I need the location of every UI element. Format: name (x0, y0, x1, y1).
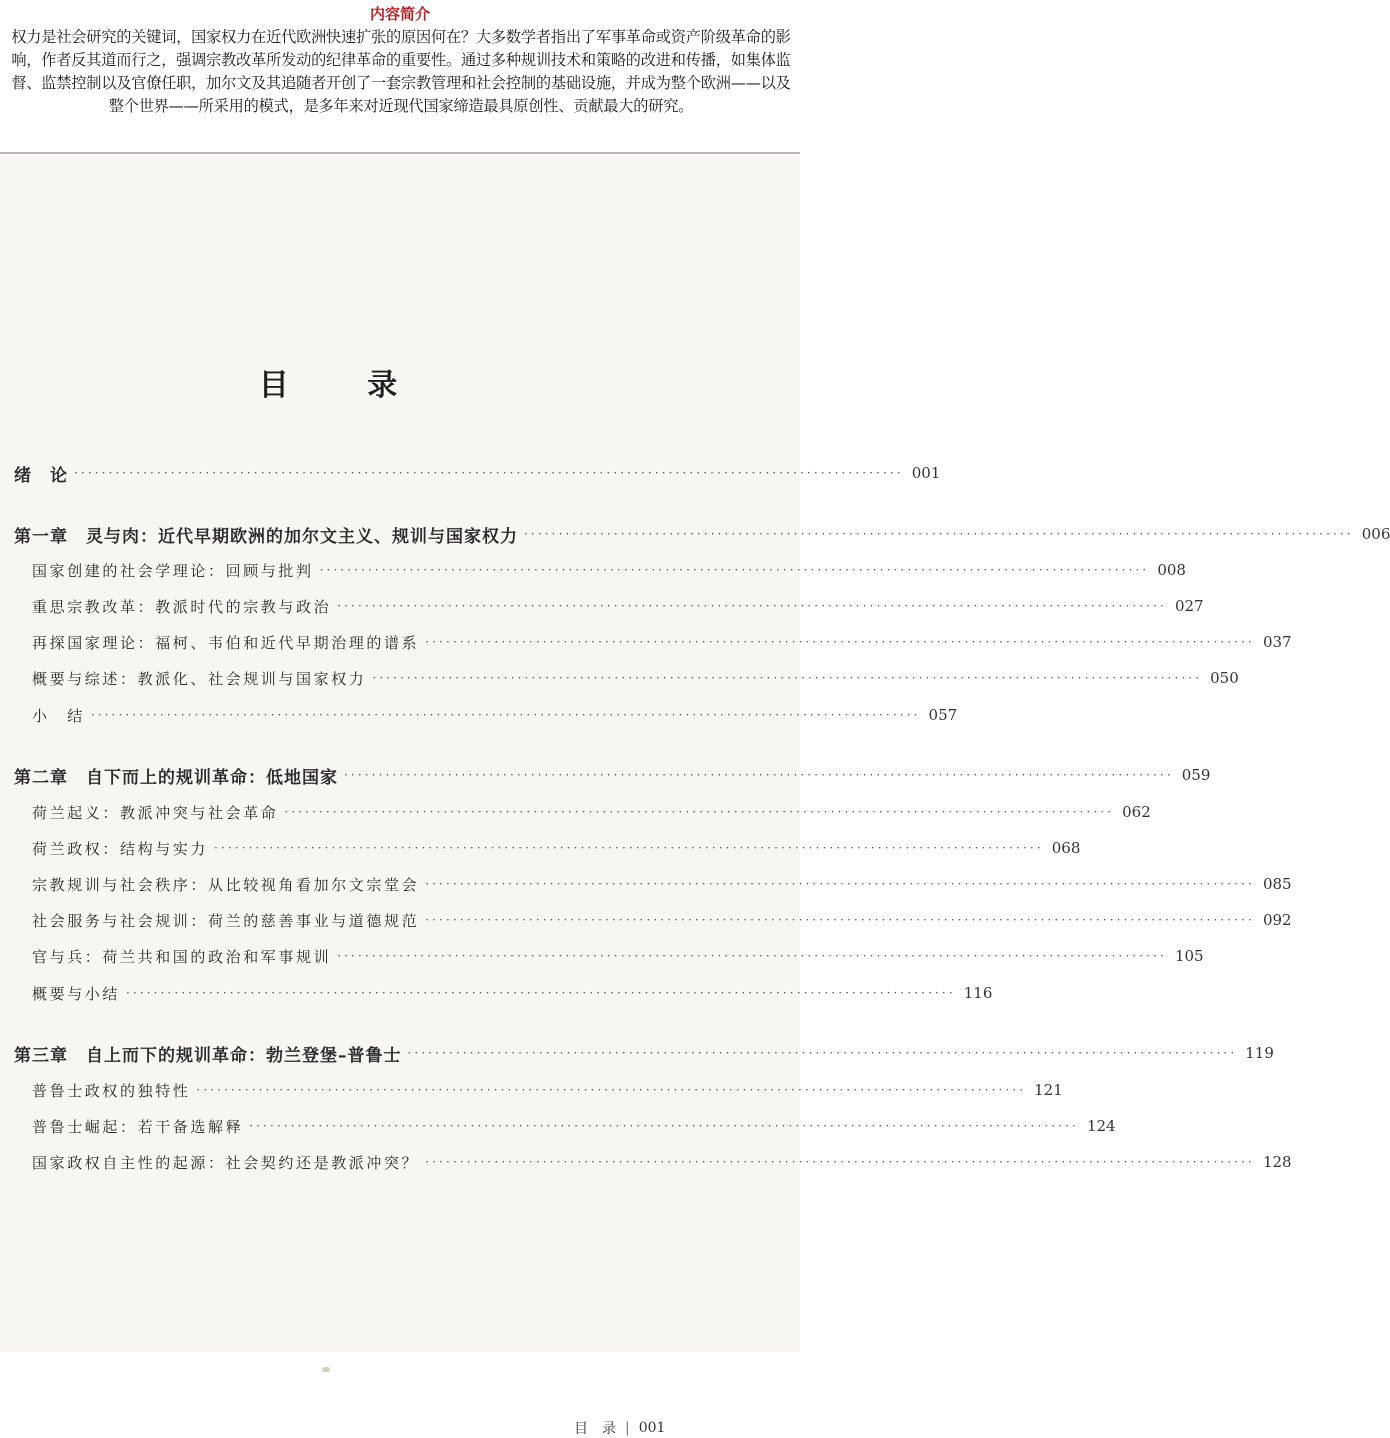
toc-section-entry (32, 870, 1292, 898)
intro-text: 权力是社会研究的关键词，国家权力在近代欧洲快速扩张的原因何在？大多数学者指出了军事革命或资产阶级革命的影响，作者反其道而行之，强调宗教改革所发动的纪律革命的重要性。通过多种规训技术和策略的改进和传播，如集体监督、监禁控制以及官僚任职，加尔文及其追随者开创了一套宗教管理和社会控制的基础设施，并成为整个欧洲——以及整个世界——所采用的模式，是多年来对近现代国家缔造最具原创性、贡献最大的研究。 (11, 28, 791, 115)
toc-entry-label: 小 结 (32, 706, 85, 725)
toc-entry-page: 119 (1245, 1044, 1274, 1062)
toc-leader-dots: ························································································································ (407, 1046, 1238, 1060)
toc-entry-label: 国家政权自主性的起源：社会契约还是教派冲突？ (32, 1153, 420, 1172)
toc-entry-page: 057 (928, 706, 958, 724)
toc-section-entry (32, 834, 1081, 862)
toc-entry-label: 重思宗教改革：教派时代的宗教与政治 (32, 597, 332, 616)
toc-chapter-entry (14, 520, 1390, 548)
toc-leader-dots: ························································································································ (90, 708, 921, 722)
toc-leader-dots: ························································································································ (249, 1119, 1079, 1133)
toc-entry-page: 085 (1262, 875, 1292, 893)
toc-entry-label: 第三章 自上而下的规训革命：勃兰登堡–普鲁士 (14, 1045, 402, 1066)
toc-entry-label: 概要与综述：教派化、社会规训与国家权力 (32, 669, 367, 688)
toc-entry-page: 092 (1262, 911, 1292, 929)
page-blemish (322, 1367, 330, 1372)
toc-section-entry (32, 979, 993, 1007)
toc-title: 目 录 (258, 368, 432, 403)
toc-entry-page: 124 (1086, 1117, 1116, 1135)
toc-leader-dots: ························································································································ (196, 1083, 1027, 1097)
toc-entry-page: 008 (1157, 561, 1186, 579)
toc-entry-label: 概要与小结 (32, 984, 121, 1003)
toc-leader-dots: ························································································································ (425, 913, 1255, 927)
toc-section-entry (32, 628, 1292, 656)
toc-section-entry (32, 1076, 1063, 1104)
toc-entry-label: 再探国家理论：福柯、韦伯和近代早期治理的谱系 (32, 633, 420, 652)
toc-section-entry (32, 906, 1292, 934)
toc-entry-label: 宗教规训与社会秩序：从比较视角看加尔文宗堂会 (32, 875, 420, 894)
toc-entry-label: 第二章 自下而上的规训革命：低地国家 (14, 767, 338, 788)
toc-entry-label: 普鲁士崛起：若干备选解释 (32, 1117, 244, 1136)
toc-entry-page: 050 (1210, 669, 1239, 687)
toc-entry-label: 绪 论 (14, 465, 68, 486)
toc-entry-label: 社会服务与社会规训：荷兰的慈善事业与道德规范 (32, 911, 420, 930)
toc-entry-page: 059 (1181, 766, 1211, 784)
toc-entry-page: 068 (1051, 839, 1081, 857)
toc-leader-dots: ························································································································ (425, 635, 1255, 649)
toc-leader-dots: ························································································································ (344, 768, 1174, 782)
folio-label: 目 录 (574, 1421, 616, 1437)
toc-section-entry (32, 701, 958, 729)
toc-entry-page: 105 (1174, 947, 1204, 965)
toc-section-entry (32, 556, 1186, 584)
toc-leader-dots: ························································································································ (337, 949, 1167, 963)
toc-leader-dots: ························································································································ (284, 805, 1115, 819)
toc-section-entry (32, 942, 1204, 970)
toc-entry-page: 128 (1262, 1153, 1292, 1171)
toc-entry-page: 037 (1262, 633, 1292, 651)
toc-entry-label: 官与兵：荷兰共和国的政治和军事规训 (32, 947, 332, 966)
toc-entry-page: 116 (963, 984, 993, 1002)
toc-entry-label: 国家创建的社会学理论：回顾与批判 (32, 561, 314, 580)
toc-entry-page: 062 (1122, 803, 1151, 821)
toc-section-entry (32, 1148, 1292, 1176)
toc-leader-dots: ························································································································ (74, 466, 904, 480)
toc-leader-dots: ························································································································ (524, 527, 1354, 541)
toc-leader-dots: ························································································································ (337, 599, 1167, 613)
toc-leader-dots: ························································································································ (214, 841, 1044, 855)
intro-title: 内容简介 (369, 5, 430, 23)
toc-section-entry (32, 664, 1239, 692)
toc-entry-label: 荷兰起义：教派冲突与社会革命 (32, 803, 279, 822)
toc-chapter-entry (14, 761, 1211, 789)
page-folio (574, 1418, 665, 1438)
toc-entry-label: 普鲁士政权的独特性 (32, 1081, 191, 1100)
toc-leader-dots: ························································································································ (126, 986, 956, 1000)
toc-entry-page: 006 (1361, 525, 1390, 543)
intro-section (0, 0, 800, 154)
toc-entry-page: 121 (1034, 1081, 1063, 1099)
toc-chapter-entry (14, 459, 941, 487)
toc-entry-label: 荷兰政权：结构与实力 (32, 839, 209, 858)
toc-leader-dots: ························································································································ (319, 563, 1150, 577)
folio-page-number: 001 (638, 1420, 666, 1436)
toc-section-entry (32, 798, 1151, 826)
toc-leader-dots: ························································································································ (425, 1155, 1255, 1169)
book-page (0, 155, 1390, 1437)
folio-separator: | (625, 1420, 630, 1436)
toc-leader-dots: ························································································································ (425, 877, 1255, 891)
toc-chapter-entry (14, 1039, 1274, 1067)
toc-entry-label: 第一章 灵与肉：近代早期欧洲的加尔文主义、规训与国家权力 (14, 526, 518, 547)
toc-entry-page: 027 (1174, 597, 1204, 615)
toc-section-entry (32, 592, 1204, 620)
toc-leader-dots: ························································································································ (372, 671, 1203, 685)
toc-section-entry (32, 1112, 1116, 1140)
toc-entry-page: 001 (911, 464, 941, 482)
